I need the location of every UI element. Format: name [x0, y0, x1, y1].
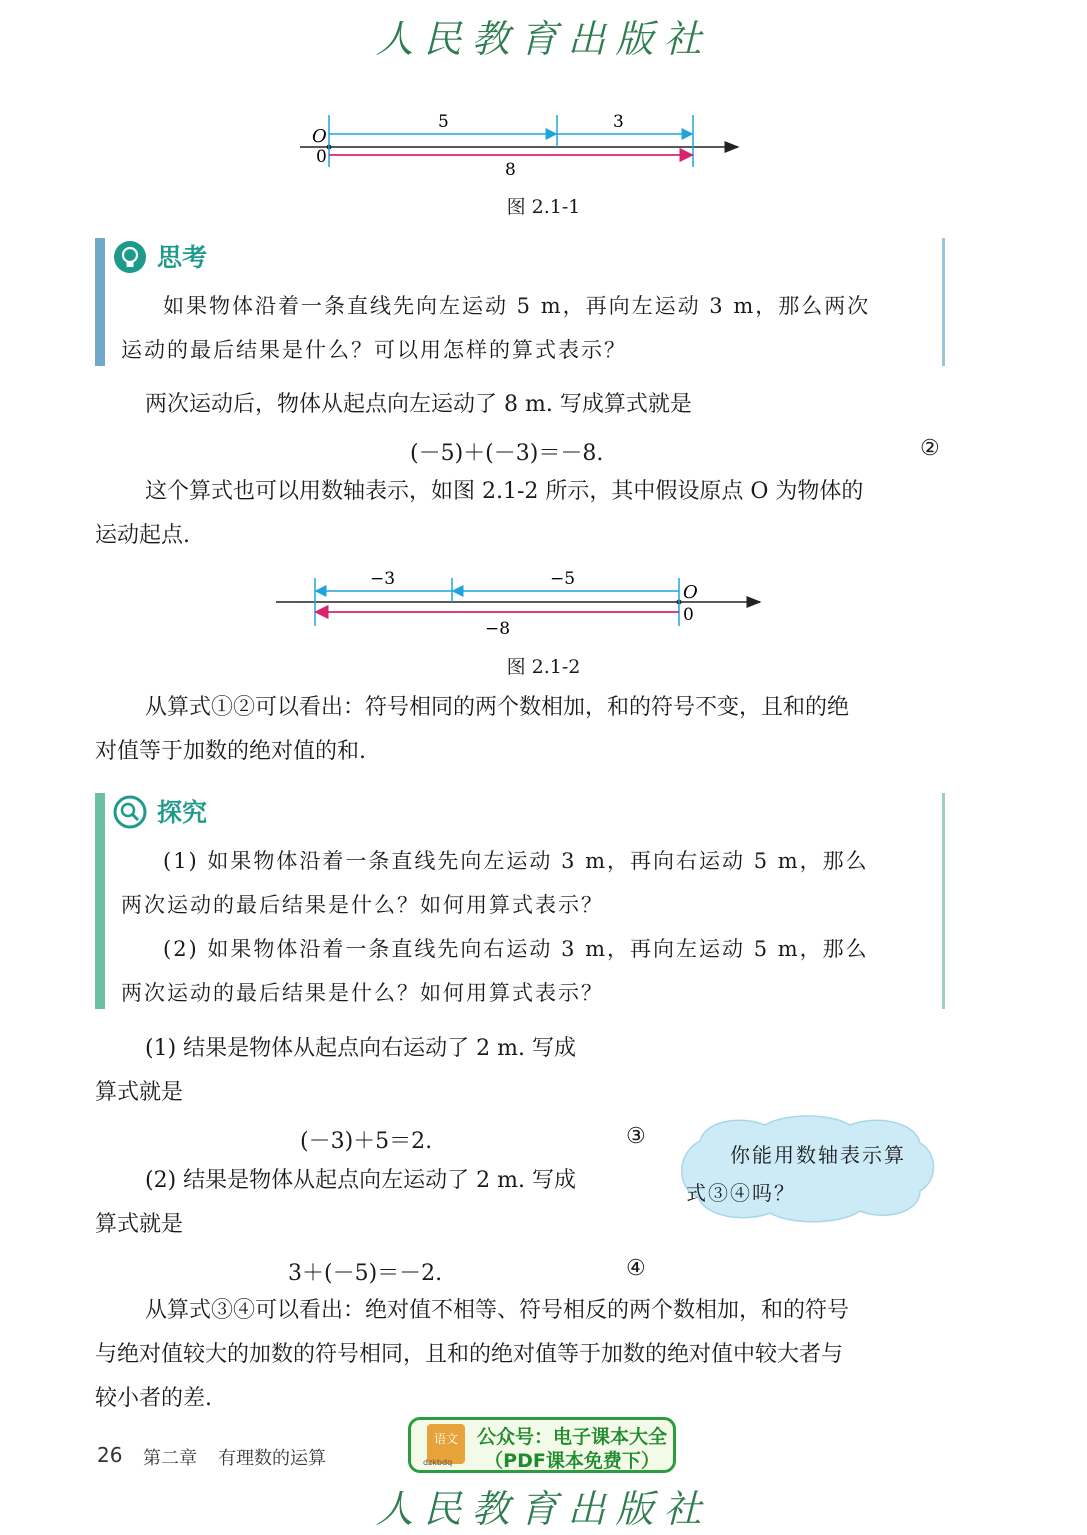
paragraph-3-line2: 对值等于加数的绝对值的和. — [95, 739, 366, 764]
segment-label-b: −5 — [550, 569, 576, 589]
explore-q1-line1: (1) 如果物体沿着一条直线先向左运动 3 m，再向右运动 5 m，那么 — [163, 849, 869, 873]
zero-label: 0 — [683, 605, 694, 625]
paragraph-1: 两次运动后，物体从起点向左运动了 8 m. 写成算式就是 — [145, 392, 692, 417]
explore-q1-line2: 两次运动的最后结果是什么？如何用算式表示？ — [121, 893, 604, 917]
answer-1-line2: 算式就是 — [95, 1080, 184, 1105]
think-box-title: 思考 — [157, 243, 208, 272]
answer-2-line2: 算式就是 — [95, 1212, 184, 1237]
think-box-line2: 运动的最后结果是什么？可以用怎样的算式表示？ — [121, 338, 627, 362]
wechat-watermark — [408, 1417, 676, 1473]
think-box-edge — [942, 238, 945, 366]
equation-2-number: ② — [920, 436, 940, 461]
paragraph-4-line1: 从算式③④可以看出：绝对值不相等、符号相反的两个数相加，和的符号 — [145, 1298, 850, 1323]
think-box-bar — [95, 238, 105, 366]
explore-box-bar — [95, 793, 105, 1009]
magnifier-icon — [113, 795, 147, 829]
explore-box — [95, 793, 945, 1009]
origin-label: O — [683, 582, 698, 603]
equation-2: (－5)＋(－3)＝－8. — [410, 441, 604, 466]
answer-1-line1: (1) 结果是物体从起点向右运动了 2 m. 写成 — [145, 1036, 576, 1061]
zero-label: 0 — [316, 147, 327, 167]
total-label: −8 — [485, 619, 511, 639]
book-icon-sub: dzkbdq — [423, 1458, 453, 1467]
origin-label: O — [312, 126, 327, 147]
cloud-line1: 你能用数轴表示算 — [730, 1143, 906, 1167]
figure-2-caption: 图 2.1-2 — [506, 656, 581, 678]
book-icon-text: 语文 — [433, 1432, 458, 1446]
equation-3: (－3)＋5＝2. — [300, 1129, 433, 1154]
answer-2-line1: (2) 结果是物体从起点向左运动了 2 m. 写成 — [145, 1168, 576, 1193]
number-line-figure-1 — [290, 105, 750, 185]
watermark-line1: 公众号：电子课本大全 — [477, 1426, 668, 1448]
equation-4: 3＋(－5)＝－2. — [288, 1261, 443, 1286]
think-box — [95, 238, 945, 366]
cloud-line2: 式③④吗？ — [686, 1181, 796, 1205]
publisher-footer: 人民教育出版社 — [375, 1487, 712, 1531]
explore-q2-line2: 两次运动的最后结果是什么？如何用算式表示？ — [121, 981, 604, 1005]
segment-label-b: 3 — [613, 112, 624, 132]
publisher-header: 人民教育出版社 — [375, 17, 712, 61]
chapter-number: 第二章 — [143, 1448, 197, 1469]
paragraph-2-line1: 这个算式也可以用数轴表示，如图 2.1-2 所示，其中假设原点 O 为物体的 — [145, 479, 864, 504]
equation-4-number: ④ — [626, 1256, 646, 1281]
paragraph-4-line2: 与绝对值较大的加数的符号相同，且和的绝对值等于加数的绝对值中较大者与 — [95, 1342, 844, 1367]
number-line-figure-2 — [270, 562, 770, 644]
explore-q2-line1: (2) 如果物体沿着一条直线先向右运动 3 m，再向左运动 5 m，那么 — [163, 937, 869, 961]
segment-label-a: −3 — [370, 569, 396, 589]
page-number: 26 — [97, 1443, 123, 1467]
equation-3-number: ③ — [626, 1124, 646, 1149]
figure-1-caption: 图 2.1-1 — [506, 196, 581, 218]
lightbulb-icon — [113, 240, 147, 274]
paragraph-2-line2: 运动起点. — [95, 523, 190, 548]
segment-label-a: 5 — [438, 112, 449, 132]
paragraph-4-line3: 较小者的差. — [95, 1386, 212, 1411]
total-label: 8 — [505, 160, 516, 180]
explore-box-edge — [942, 793, 945, 1009]
think-box-line1: 如果物体沿着一条直线先向左运动 5 m，再向左运动 3 m，那么两次 — [163, 294, 871, 318]
watermark-line2: （PDF课本免费下） — [484, 1450, 660, 1472]
paragraph-3-line1: 从算式①②可以看出：符号相同的两个数相加，和的符号不变，且和的绝 — [145, 695, 850, 720]
explore-box-title: 探究 — [157, 798, 208, 827]
chapter-title: 有理数的运算 — [218, 1448, 326, 1469]
